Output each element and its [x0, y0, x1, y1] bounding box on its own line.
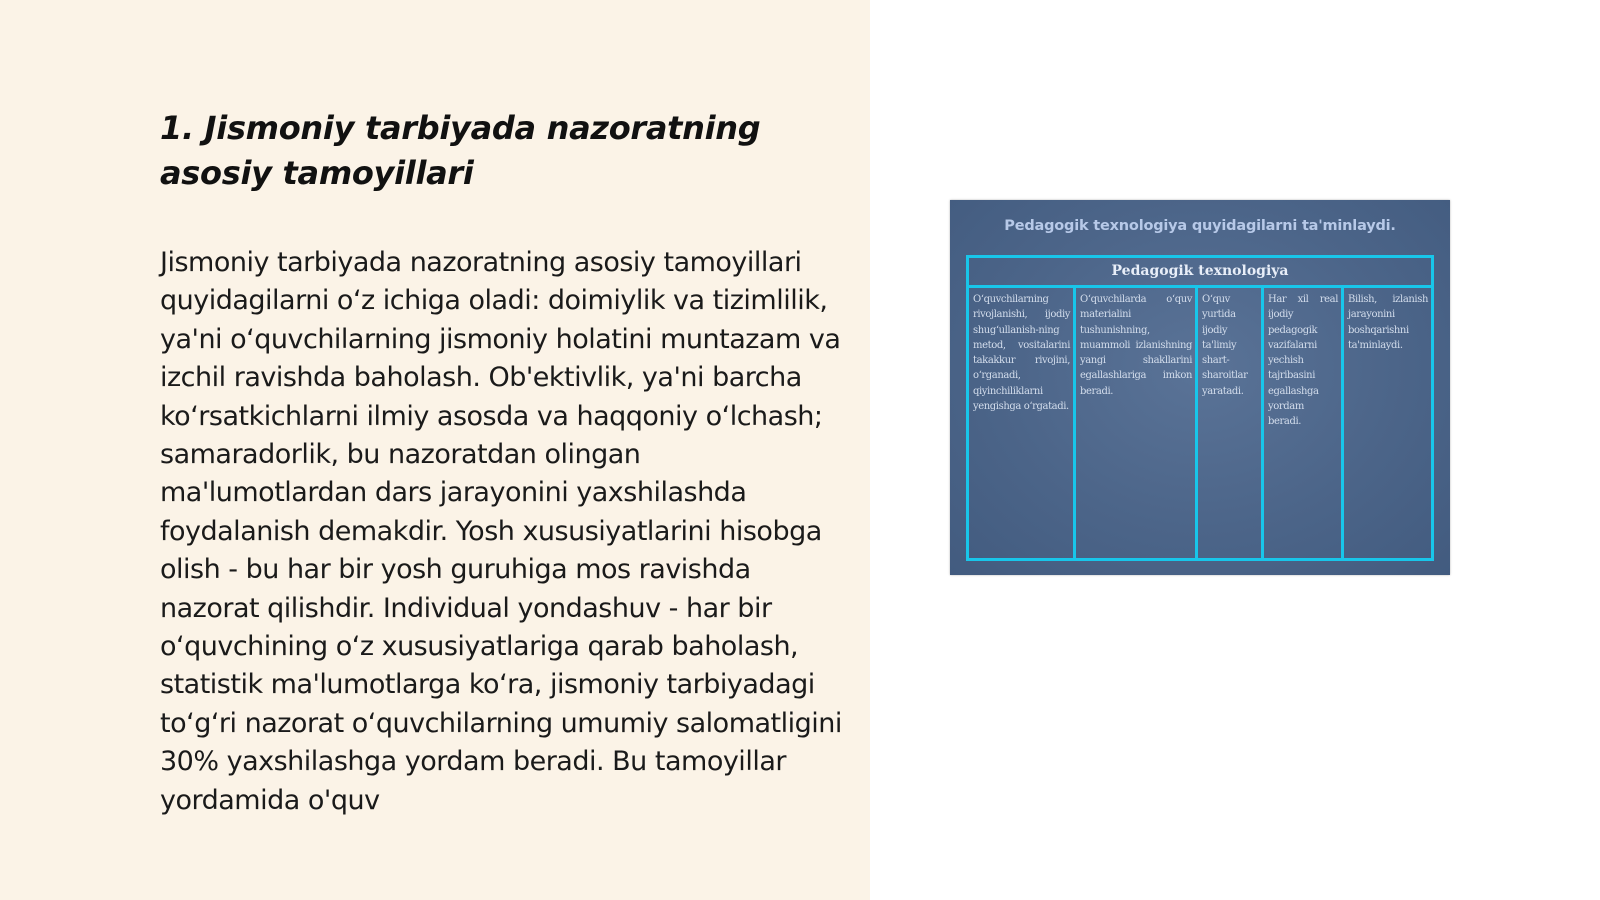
slide-heading: Pedagogik texnologiya quyidagilarni ta'minlaydi. [1004, 218, 1396, 234]
diagram-frame [966, 255, 1434, 561]
pedagogical-technology-slide-image [950, 200, 1450, 575]
diagram-column-1: O‘quvchilarning rivojlanishi, ijodiy shug‘ullanish-ning metod, vositalarini takakkur rivojini, o‘rganadi, qiyinchiliklarni yengishga o‘rgatadi. [973, 294, 1070, 413]
diagram-column-4: Har xil real ijodiy pedagogik vazifalarni yechish tajribasini egallashga yordam beradi. [1261, 288, 1341, 558]
diagram-header: Pedagogik texnologiya [969, 258, 1431, 288]
diagram-column-2: O‘quvchilarda o‘quv materialini tushunishning, muammoli izlanishning yangi shakllarini egallashlariga imkon beradi. [1073, 288, 1195, 558]
body-paragraph: Jismoniy tarbiyada nazoratning asosiy tamoyillari quyidagilarni o‘z ichiga oladi: doimiylik va tizimlilik, ya'ni o‘quvchilarning jismoniy holatini muntazam va izchil ravishda baholash. Ob'ektivlik, ya'ni barcha ko‘rsatkichlarni ilmiy asosda va haqqoniy o‘lchash; samaradorlik, bu nazoratdan olingan ma'lumotlardan dars jarayonini yaxshilashda foydalanish demakdir. Yosh xususiyatlarini hisobga olish - bu har bir yosh guruhiga mos ravishda nazorat qilishdir. Individual yondashuv - har bir o‘quvchining o‘z xususiyatlariga qarab baholash, statistik ma'lumotlarga ko‘ra, jismoniy tarbiyadagi to‘g‘ri nazorat o‘quvchilarning umumiy salomatligini 30% yaxshilashga yordam beradi. Bu tamoyillar yordamida o'quv [160, 247, 842, 816]
diagram-column-5: Bilish, izlanish jarayonini boshqarishni ta'minlaydi. [1341, 288, 1431, 558]
page-title: 1. Jismoniy tarbiyada nazoratning asosiy tamoyillari [160, 109, 761, 192]
diagram-column-3: O‘quv yurtida ijodiy ta'limiy shart-sharoitlar yaratadi. [1195, 288, 1261, 558]
